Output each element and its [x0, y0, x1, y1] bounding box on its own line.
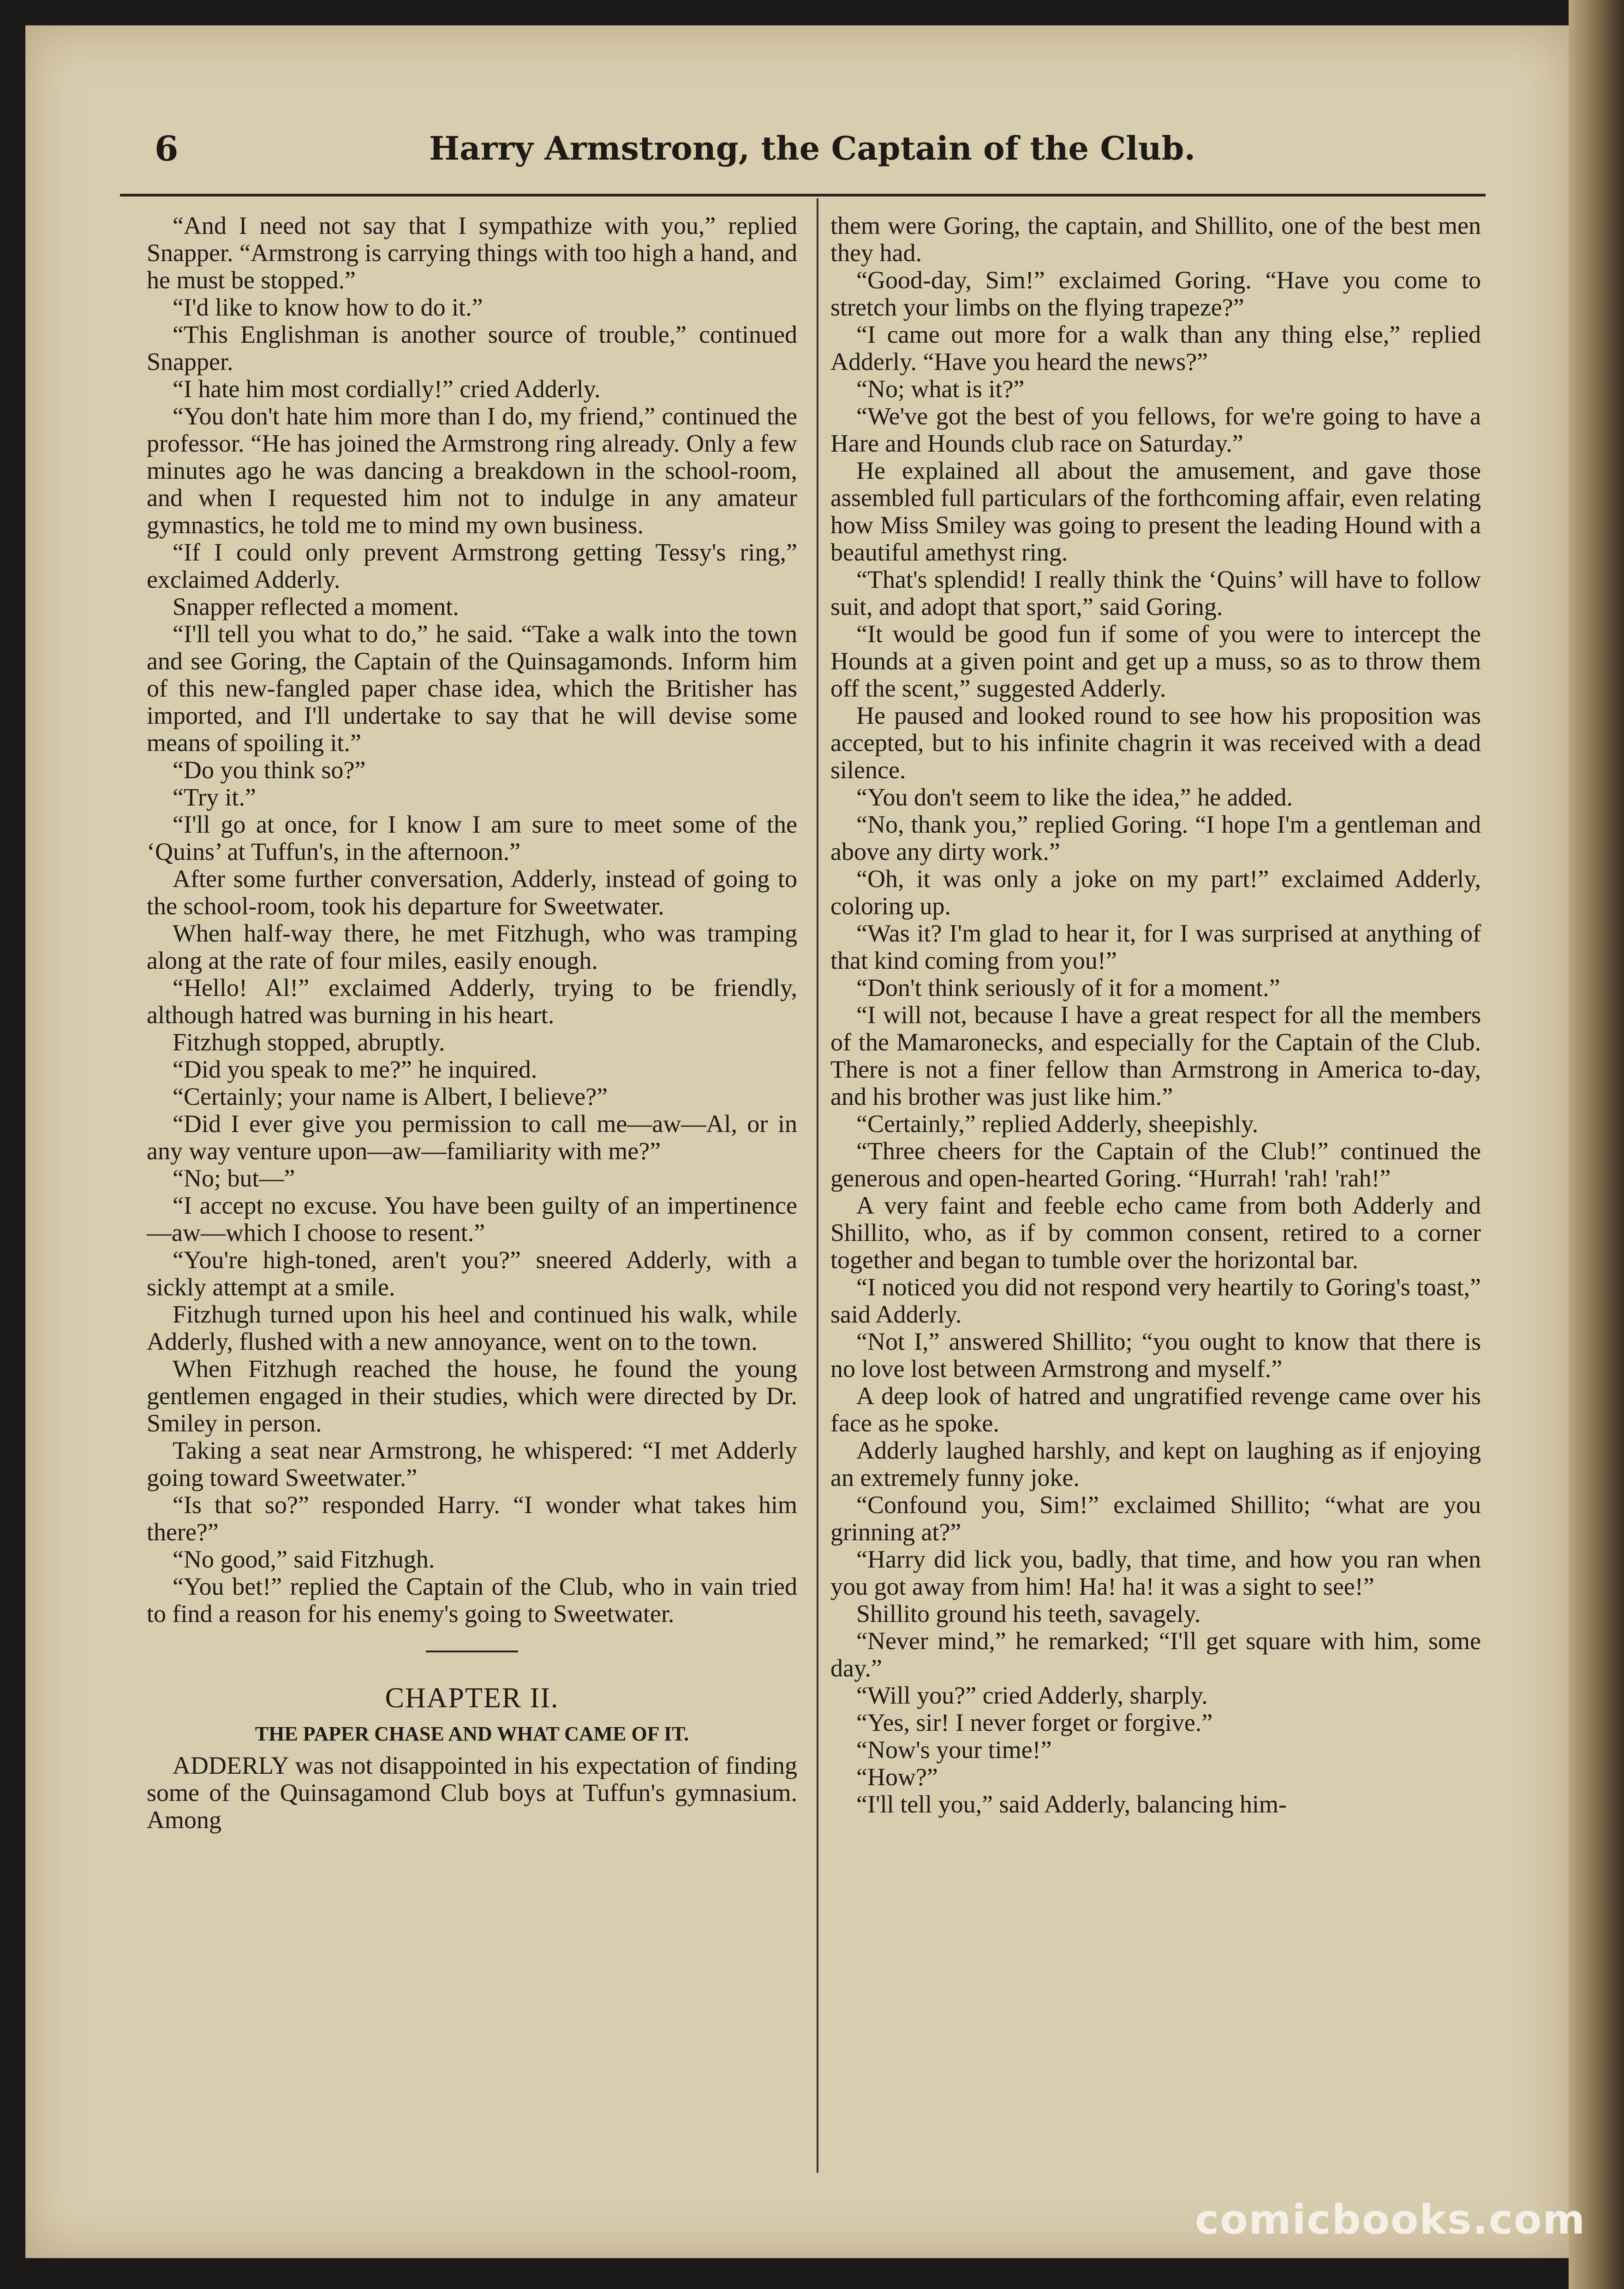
paragraph: “Confound you, Sim!” exclaimed Shillito; “what are you grinning at?”	[830, 1491, 1481, 1546]
paragraph: “Certainly,” replied Adderly, sheepishly.	[856, 1110, 1259, 1138]
paragraph: “How?”	[856, 1763, 938, 1791]
paragraph: “This Englishman is another source of trouble,” continued Snapper.	[147, 321, 797, 376]
paragraph: “I'll tell you what to do,” he said. “Take a walk into the town and see Goring, the Captain of the Quinsagamonds. Inform him of this new-fangled paper chase idea, which the Britisher has imported, and I'll undertake to say that he will devise some means of spoiling it.”	[147, 620, 797, 757]
book-spine	[1569, 0, 1624, 2289]
paragraph: “I hate him most cordially!” cried Adderly.	[173, 375, 601, 403]
paragraph: “Three cheers for the Captain of the Club!” continued the generous and open-hearted Goring. “Hurrah! 'rah! 'rah!”	[830, 1137, 1481, 1192]
chapter-opening-paragraph: ADDERLY was not disappointed in his expectation of finding some of the Quinsagamond Club boys at Tuffun's gymnasium. Among	[147, 1752, 797, 1834]
paragraph: “It would be good fun if some of you were to intercept the Hounds at a given point and get up a muss, so as to throw them off the scent,” suggested Adderly.	[830, 620, 1481, 702]
paragraph: “I came out more for a walk than any thing else,” replied Adderly. “Have you heard the news?”	[830, 321, 1481, 376]
running-header	[120, 125, 1486, 197]
page-number: 6	[155, 129, 179, 169]
running-title: Harry Armstrong, the Captain of the Club.	[429, 129, 1195, 167]
continued-paragraph: them were Goring, the captain, and Shillito, one of the best men they had.	[830, 212, 1481, 267]
paragraph: Shillito ground his teeth, savagely.	[856, 1600, 1201, 1627]
paragraph: “I'll go at once, for I know I am sure to meet some of the ‘Quins’ at Tuffun's, in the afternoon.”	[147, 811, 797, 865]
paragraph: Taking a seat near Armstrong, he whispered: “I met Adderly going toward Sweetwater.”	[147, 1437, 797, 1491]
paragraph: “Try it.”	[173, 783, 257, 811]
paragraph: “You don't seem to like the idea,” he added.	[856, 783, 1293, 811]
paragraph: “No; but—”	[173, 1164, 295, 1192]
paragraph: Fitzhugh stopped, abruptly.	[173, 1028, 445, 1056]
left-column	[147, 212, 797, 2164]
paragraph: “You're high-toned, aren't you?” sneered Adderly, with a sickly attempt at a smile.	[147, 1246, 797, 1301]
paragraph: “Did I ever give you permission to call me—aw—Al, or in any way venture upon—aw—familiarity with me?”	[147, 1110, 797, 1165]
paragraph: He paused and looked round to see how his proposition was accepted, but to his infinite chagrin it was received with a dead silence.	[830, 702, 1481, 784]
paragraph: “Is that so?” responded Harry. “I wonder what takes him there?”	[147, 1491, 797, 1546]
paragraph: “I will not, because I have a great respect for all the members of the Mamaronecks, and especially for the Captain of the Club. There is not a finer fellow than Armstrong in America to-day, and his brother was just like him.”	[830, 1001, 1481, 1110]
paragraph: “No, thank you,” replied Goring. “I hope I'm a gentleman and above any dirty work.”	[830, 811, 1481, 865]
right-paragraphs	[830, 267, 1481, 1818]
paragraph: “Now's your time!”	[856, 1736, 1052, 1764]
paragraph: Snapper reflected a moment.	[173, 593, 459, 620]
paragraph: “I'll tell you,” said Adderly, balancing him-	[856, 1790, 1287, 1818]
paragraph: “I noticed you did not respond very heartily to Goring's toast,” said Adderly.	[830, 1273, 1481, 1328]
paragraph: “You bet!” replied the Captain of the Club, who in vain tried to find a reason for his enemy's going to Sweetwater.	[147, 1573, 797, 1627]
paragraph: After some further conversation, Adderly, instead of going to the school-room, took his departure for Sweetwater.	[147, 865, 797, 920]
paragraph: “I accept no excuse. You have been guilty of an impertinence—aw—which I choose to resent.”	[147, 1192, 797, 1246]
paragraph: “And I need not say that I sympathize with you,” replied Snapper. “Armstrong is carrying things with too high a hand, and he must be stopped.”	[147, 212, 797, 294]
paragraph: “That's splendid! I really think the ‘Quins’ will have to follow suit, and adopt that sport,” said Goring.	[830, 566, 1481, 620]
paragraph: “Do you think so?”	[173, 756, 366, 784]
paragraph: “Never mind,” he remarked; “I'll get square with him, some day.”	[830, 1627, 1481, 1682]
paragraph: “No good,” said Fitzhugh.	[173, 1545, 435, 1573]
paragraph: “Don't think seriously of it for a moment.”	[856, 974, 1280, 1001]
paragraph: A deep look of hatred and ungratified revenge came over his face as he spoke.	[830, 1382, 1481, 1437]
paragraph: A very faint and feeble echo came from both Adderly and Shillito, who, as if by common consent, retired to a corner together and began to tumble over the horizontal bar.	[830, 1192, 1481, 1274]
paragraph: “If I could only prevent Armstrong getting Tessy's ring,” exclaimed Adderly.	[147, 538, 797, 593]
paragraph: “You don't hate him more than I do, my friend,” continued the professor. “He has joined the Armstrong ring already. Only a few minutes ago he was dancing a breakdown in the school-room, and when I requested him not to indulge in any amateur gymnastics, he told me to mind my own business.	[147, 402, 797, 539]
column-divider	[817, 198, 818, 2173]
right-column	[830, 212, 1481, 2164]
paragraph: “No; what is it?”	[856, 375, 1025, 403]
paragraph: “Will you?” cried Adderly, sharply.	[856, 1681, 1208, 1709]
paragraph: “Harry did lick you, badly, that time, and how you ran when you got away from him! Ha! ha! it was a sight to see!”	[830, 1545, 1481, 1600]
paragraph: When Fitzhugh reached the house, he found the young gentlemen engaged in their studies, which were directed by Dr. Smiley in person.	[147, 1355, 797, 1437]
paragraph: “Did you speak to me?” he inquired.	[173, 1055, 537, 1083]
paragraph: “I'd like to know how to do it.”	[173, 293, 483, 321]
paragraph: “Was it? I'm glad to hear it, for I was surprised at anything of that kind coming from you!”	[830, 919, 1481, 974]
paragraph: “Not I,” answered Shillito; “you ought to know that there is no love lost between Armstrong and myself.”	[830, 1328, 1481, 1383]
paragraph: Adderly laughed harshly, and kept on laughing as if enjoying an extremely funny joke.	[830, 1437, 1481, 1491]
paragraph: Fitzhugh turned upon his heel and continued his walk, while Adderly, flushed with a new annoyance, went on to the town.	[147, 1300, 797, 1355]
section-rule	[426, 1651, 518, 1652]
chapter-heading: CHAPTER II.	[385, 1682, 559, 1714]
chapter-subtitle: THE PAPER CHASE AND WHAT CAME OF IT.	[255, 1723, 689, 1745]
left-paragraphs	[147, 212, 797, 1627]
watermark: comicbooks.com	[1195, 2196, 1586, 2243]
paragraph: “Good-day, Sim!” exclaimed Goring. “Have you come to stretch your limbs on the flying trapeze?”	[830, 266, 1481, 321]
paragraph: “Certainly; your name is Albert, I believe?”	[173, 1083, 608, 1110]
paragraph: “We've got the best of you fellows, for we're going to have a Hare and Hounds club race on Saturday.”	[830, 402, 1481, 457]
paragraph: When half-way there, he met Fitzhugh, who was tramping along at the rate of four miles, easily enough.	[147, 919, 797, 974]
paragraph: “Oh, it was only a joke on my part!” exclaimed Adderly, coloring up.	[830, 865, 1481, 920]
paragraph: He explained all about the amusement, and gave those assembled full particulars of the forthcoming affair, even relating how Miss Smiley was going to present the leading Hound with a beautiful amethyst ring.	[830, 457, 1481, 566]
paragraph: “Hello! Al!” exclaimed Adderly, trying to be friendly, although hatred was burning in his heart.	[147, 974, 797, 1029]
paragraph: “Yes, sir! I never forget or forgive.”	[856, 1709, 1213, 1736]
